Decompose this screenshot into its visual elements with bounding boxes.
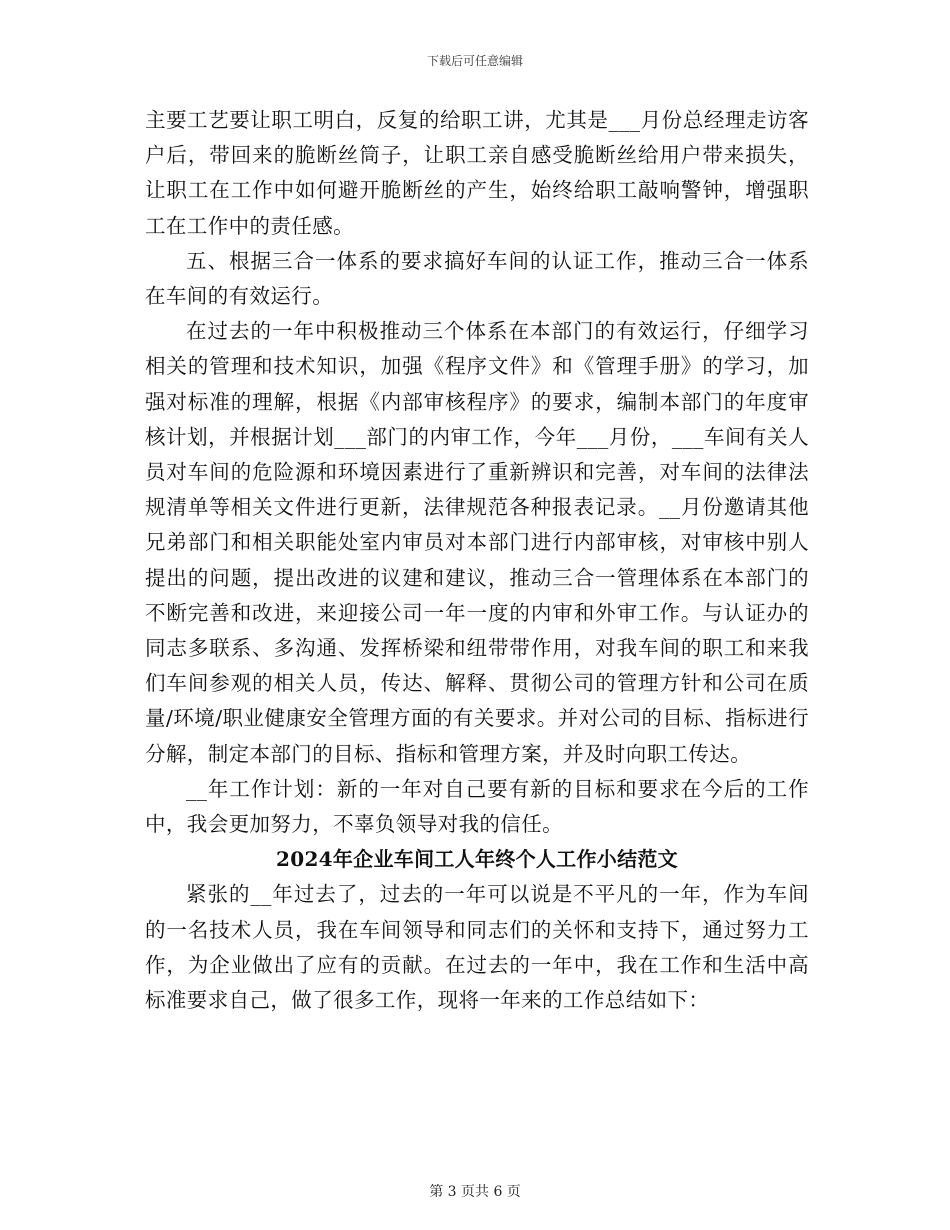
- section-title: 2024年企业车间工人年终个人工作小结范文: [276, 847, 678, 872]
- paragraph-system-operation: 在过去的一年中积极推动三个体系在本部门的有效运行，仔细学习相关的管理和技术知识，加强《程序文件》和《管理手册》的学习，加强对标准的理解，根据《内部审核程序》的要求，编制本部门的年度审核计划，并根据计划___部门的内审工作，今年___月份，___车间有关人员对车间的危险源和环境因素进行了重新辨识和完善，对车间的法律法规清单等相关文件进行更新，法律规范各种报表记录。__月份邀请其他兄弟部门和相关职能处室内审员对本部门进行内部审核，对审核中别人提出的问题，提出改进的议建和建议，推动三合一管理体系在本部门的不断完善和改进，来迎接公司一年一度的内审和外审工作。与认证办的同志多联系、多沟通、发挥桥梁和纽带带作用，对我车间的职工和来我们车间参观的相关人员，传达、解释、贯彻公司的管理方针和公司在质量/环境/职业健康安全管理方面的有关要求。并对公司的目标、指标进行分解，制定本部门的目标、指标和管理方案，并及时向职工传达。: [145, 319, 809, 766]
- paragraph-work-plan: __年工作计划：新的一年对自己要有新的目标和要求在今后的工作中，我会更加努力，不辜负领导对我的信任。: [145, 776, 809, 837]
- document-body: [145, 103, 809, 1018]
- paragraph-summary-intro: 紧张的__年过去了，过去的一年可以说是不平凡的一年，作为车间的一名技术人员，我在车间领导和同志们的关怀和支持下，通过努力工作，为企业做出了应有的贡献。在过去的一年中，我在工作和生活中高标准要求自己，做了很多工作，现将一年来的工作总结如下：: [145, 882, 809, 1013]
- paragraph-section-five: 五、根据三合一体系的要求搞好车间的认证工作，推动三合一体系在车间的有效运行。: [145, 248, 809, 309]
- page-header: 下载后可任意编辑: [426, 54, 523, 68]
- paragraph-continuation: 主要工艺要让职工明白，反复的给职工讲，尤其是___月份总经理走访客户后，带回来的脆断丝筒子，让职工亲自感受脆断丝给用户带来损失，让职工在工作中如何避开脆断丝的产生，始终给职工敲响警钟，增强职工在工作中的责任感。: [145, 108, 809, 238]
- page-footer: 第 3 页共 6 页: [429, 1184, 521, 1200]
